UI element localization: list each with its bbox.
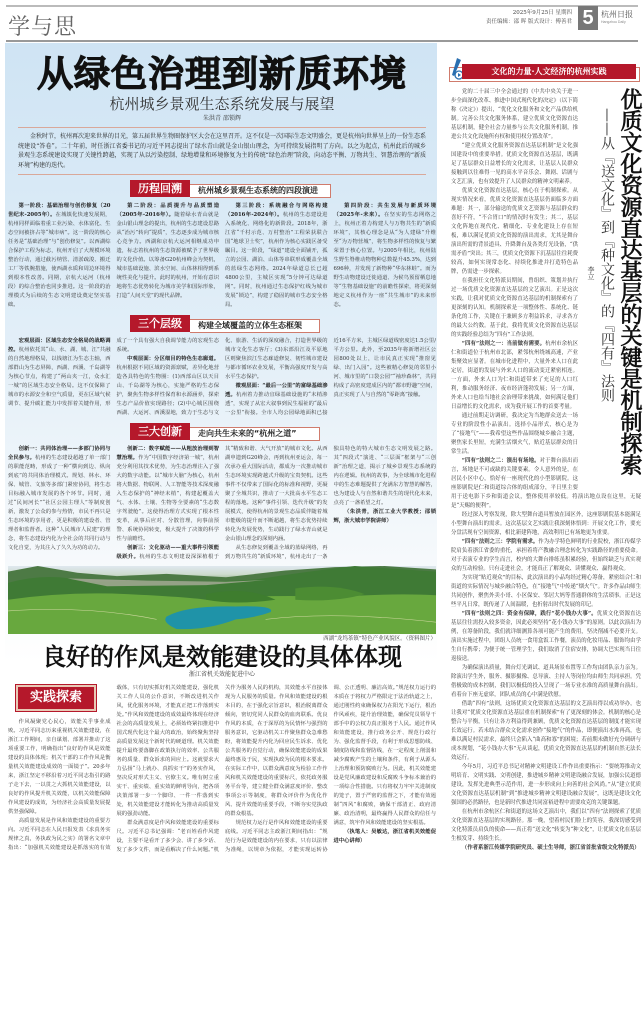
- paragraph-text: 随着绿水青山就是金山银山理念的提出，杭州的生态建设思路从“治污”转向“提质”，生态逐步成为城市核心竞争力。西湖和京杭大运河相继成功申遗，标志着杭州的生态资源被赋予了世界级的文化价值。以筹备G20杭州峰会为契机，城市基础设施、滨水空间、山体林相得到系统性美化与提升。此时的杭州，开始有意识地将生态优势转化为城市美学和国际形象，打造“人间天堂”的现代品牌。: [116, 212, 219, 300]
- article3-title: 优质文化资源直达基层的关键是机制探索: [617, 88, 642, 475]
- paragraph-text: 杭州的生态文明建设深深植根于其“精致和谐、大气开放”的城市文化。从西湖申遗到G20峰会，再到杭州亚运会，每一次承办重大国际活动，都成为一次推动城市生态环境实现跨越式升级的宝贵契机。这些事件不仅带来了国际化的标准和视野，更凝聚了全城共识，推动了一大批高水平生态工程的落地。这种“事件引领、迭代升级”的发展模式，使得杭州的景观生态品质伴随着城市能级的提升而不断超越，将生态优势持续转化为发展优势，生动践行了绿水青山就是金山银山理念的深刻内涵。: [139, 446, 328, 561]
- paragraph: [451, 664, 641, 700]
- banner-label: 构建全域覆盖的立体生态框架: [190, 319, 320, 333]
- paragraph-lead: 第四阶段：共生发展与新质环境（2025年-未来）。: [333, 203, 436, 219]
- paragraph: [225, 202, 328, 310]
- article2-columns: [8, 684, 436, 855]
- paragraph: [451, 844, 641, 853]
- paragraph-text: 党的二十届三中全会通过的《中共中央关于进一步全面深化改革、推进中国式现代化的决定》（以下简称《决定》）提出，“优化文化服务和文化产品供给机制。完善公共文化服务体系，建立优质文化资源直达基层机制，健全社会力量参与公共文化服务机制，推进公共文化设施所有权和使用权分置改革”。: [451, 89, 578, 140]
- paragraph-lead: （朱洪青，浙江工业大学教授；邵锁辉，浙大城市学院讲师）: [333, 509, 436, 525]
- article1-title: 从绿色治理到新质环境: [36, 54, 407, 95]
- paragraph-text: 杭州的生态建设超越了单一部门的职能范畴，形成了一种“横向到边、纵向到底”的共同体治理模式。规划、林水、环保、城管、文旅等多部门紧密协同，将生态目标融入城市发展的各个环节。同时，通过“民间河长”“社区公园主理人”等制度创新，激发了公众的参与热情，市民不再只是生态环境的享用者，更是积极的建设者、管理者和监督者。这种“人民城市人民建”的理念，将生态建设内化为全社会的共同行动与文化自觉，为其注入了久久为功的动力。: [8, 455, 111, 552]
- header-rule: [6, 40, 638, 42]
- paragraph-text: 优质文化资源直达基层往往需投入较多资金，因此必须坚持“花小钱办大事”的原则。以此次演出为例，在筹备阶段，我们就详细测算各项可能产生的费用，坚决削减不必要开支。演出实施过程中，团组人员统一食用盒饭工作餐，演员的化妆用品、服饰均由学生自行携带；为便于统一管理学生，我们取消了住宿安排，协调大巴实现当日往返接送。: [451, 611, 641, 662]
- paragraph-text: 在我担任文化特派员期间，曾组织、策划并执行过一场优质文化资源直达基层的文艺演出。正是这次实践，让我对优质文化资源直达基层的机制探索有了更深刻的认知。机制探索是一项整体性、系统化、链条化的工作，关键在于兼顾多方利益诉求，寻求各方的最大公约数。基于此，我将优质文化资源直达基层的实践经验总结为“四有”工作法则。: [451, 278, 578, 338]
- stage-column: [334, 202, 437, 310]
- paragraph: [451, 763, 641, 808]
- article1-authors: 朱洪青 邵锁辉: [203, 115, 241, 122]
- paragraph: [334, 508, 437, 526]
- levels-columns: [8, 337, 436, 418]
- paragraph-text: 为实现“贴近观众”的目标，此次演出的小品均经过精心筹备，紧密结合仁和街道的实际情况与城乡融合特色，在“接地气”中传递“烟火气”。许多作品由师生共同创作，聚焦外卖小哥、小区保安、邻居大妈等普通群体的生活琐事。正是这些平凡日常，既传递了人间温暖，也折射出时代发展的印记。: [451, 575, 641, 608]
- landscape-illustration: [8, 566, 436, 634]
- banner-label: 杭州城乡景观生态系统的四段演进: [190, 184, 331, 198]
- paragraph-text: 杭州依托其“山、水、湖、城、江”共融的自然地理格局，以钱塘江为生态主轴，西部群山为生态屏障，西湖、西溪、千岛湖等为核心节点，构建了“两山夹一江，众水汇一城”的区域生态安全格局。这不仅保障了城市的水源安全和空气质量，更在区域气候调节、提升碳汇能力中发挥着关键作用，形成了一个具有强大自我调节能力的宏观生态系统。: [8, 338, 219, 408]
- photo-caption: 西湖“龙坞茶镇”特色产业风貌区。（资料图片）: [323, 636, 436, 643]
- paragraph-lead: “四有”法则之二：演出有场地。: [461, 458, 540, 464]
- paragraph-lead: 第一阶段：基础治理与创伤修复（20世纪末-2005年）。: [8, 203, 111, 219]
- paragraph-text: 杭州着力推动宜绿基础设施的“末梢渗透”，实现了从宏大叙事到民生福祉的“最后一公里”衔接。全市人均公园绿地面积已接近16平方米，主城区绿道线密度达1.5公里/平方公里。此外，至2035年将新增社区公园800处以上，让市民真正实现“推窗见绿、出门入园”。这些被精心修复的邻里小河、城市里的“口袋公园”“袖珍森林”，共同构成了高密度建成区内的“都市野趣”空间，真正实现了人与自然的“零距离”接触。: [225, 338, 436, 417]
- issue-meta: [462, 9, 572, 27]
- paragraph-text: 作为“中国数字经济第一城”，杭州充分利用其技术优势，为生态治理注入了强大的数字动能。以“城市大脑”为核心，杭州将大数据、物联网、人工智能等技术深度融入生态保护的“神经末梢”，构建起覆盖大气、水体、土壤、生物等全要素的“生态数字驾驶舱”。这使得治理方式实现了根本性变革，从事后应对、分散管理，向事前预警、系统协同转变，极大提升了决策的科学性与前瞻性。: [116, 455, 219, 543]
- paragraph: [117, 445, 220, 544]
- paragraph: [8, 202, 111, 310]
- innovation-columns: [8, 445, 436, 562]
- paragraph-lead: “四有”法则之一：当前做有需要。: [461, 341, 546, 347]
- logo-en: Hangzhou Daily: [601, 20, 626, 24]
- article1-subtitle: 杭州城乡景观生态系统发展与展望: [109, 95, 335, 113]
- banner-tag: 三个层级: [130, 315, 190, 332]
- paragraph-text: 今年5月，习近平总书记对精神文明建设工作作出重要指示：“要统筹推动文明培育、文明实践、文明创建，推进城乡精神文明建设融合发展，加强公民道德建设，发挥先进典型示范作用，进一步形成向上向善的社会风尚。”从“建立优质文化资源直达基层机制”到“推进城乡精神文明建设融合发展”，这既是建设文化强国的必然路径，也是新时代推进共同富裕进程中需要攻克的关键课题。: [451, 764, 641, 806]
- editors: 责任编辑：邵 晖 版式设计：傅善君: [486, 19, 572, 25]
- paragraph-text: 在杭州市余杭区仁和街道的这场文艺演出中，我们以“四有”法则探索了优质文化资源直达基层的实现路径。那一晚，望着村民们脸上的笑容，我深切感受到文化特派员肩负的使命——真正将“送文化”转变为“种文化”，让优质文化在基层生根发芽、持续生长。: [451, 809, 641, 842]
- landscape-photo: [8, 566, 436, 634]
- paragraph: [451, 808, 641, 844]
- paragraph-text: 通过前期走访调研，我决定为当地群众送去一场专业的阶段性小品演出。选择小品形式，核心是为了“接地气”——我希望这些作品围绕城乡融合主题，聚焦家长里短，充满生活烟火气，贴近基层群众的日常生活。: [451, 413, 578, 455]
- article3-heading: [583, 88, 641, 488]
- stage-column: [117, 202, 220, 310]
- paragraph-text: 在坚实的生态网络之上，杭州正着力构建人与万物共生的“新质环境”，其核心理念是从“为人建绿”升维至“为万物营城”，将生物多样性的恢复与繁荣置于核心位置。与2005年相比，杭州陆生野生脊椎动物物种总数提升45.3%，达到696种，并发现了新物种“华东林蛙”。而为野生动物建设迁徙通道、为候鸟预留栖息地等“生物基础设施”的前瞻性探索，将更深刻地定义杭州作为一座“共生城市”的未来形态。: [333, 212, 436, 309]
- paragraph: [8, 445, 111, 553]
- paragraph-lead: 第三阶段：系统融合与网络构建（2016年-2024年）。: [225, 203, 328, 219]
- logo-text: 杭州日报: [601, 10, 633, 19]
- practice-badge: 实践探索: [16, 685, 96, 711]
- paragraph-text: 规范权力运行是作风和效能建设的重要底线。习近平同志主政浙江期间指出：“规范行为是效能建设的内在要求，只有以法律为准绳，以规章为依据，才能实现运转协调、公正透明、廉洁高效。”规范权力运行的本质在于将权力严格限定于法治轨道之上，通过刚性约束确保权力在阳光下运行，根治作风顽疾，提升治理效能，确保党员领导干部手中的公权力真正服务于人民。通过作风和效能建设，推行政务公开、规范行政行为、强化监督手段，有利于形成思想防线、制度防线和监督防线，在一定程度上削弱和减少腐败产生的土壤和条件，有利于从源头上治理和预防腐败行为。因此，机关效能建设是党风廉政建设和反腐败斗争标本兼治的一项综合性措施。只有将权力牢牢关进制度的笼子，置于严密的监督之下，才能有效遏制“四风”和腐败，确保干部清正、政府清廉、政治清明，最终赢得人民群众的信任与满意，筑牢作风和效能建设的坚实根基。: [225, 685, 436, 854]
- paragraph-text: 作为办学特色鲜明的行业院校，浙江传媒学院肩负着浙江省委的重托，承担着将产教融合理念转化为实践路径的重要使命。对于表演专业的学生而言，校内的大舞台排练虽积累经验，但始终缺乏与真实观众的互动检验。只有走进社会，才能真正了解观众、读懂观众、赢得观众。: [451, 539, 641, 572]
- paragraph-lead: 第二阶段：品质提升与品质塑造（2005年-2016年）。: [116, 203, 219, 219]
- paragraph-text: 群众满意度是作风和效能建设的重要标尺。习近平总书记强调：“老百姓看作风建设，主要不是看开了多少会、讲了多少话、发了多少文件，而是看解决了什么问题。”机关作为服务人民的机构，其效能水平直接体现为人民服务的质量。作风和效能建设的根本目的，在于强化宗旨意识，根治脱离群众倾向，密切党同人民群众的血肉联系。优良作风的本质，在于深厚的为民情怀与强烈的服务意识，它驱动机关工作聚焦群众急难愁盼，将效能提升内化为回应民生诉求、优化公共服务的自觉行动，确保效能建设的成果最终惠及于民，实现执政为民的根本要求。在实际工作中，以群众满意度为检验工作作风和机关效能建设的重要标尺，依托政务服务平台等，建立健全群众满意度评价、整改事项公示等制度，将群众评价作为优化作风、提升效能的重要手段，不断夯实党执政的群众根基。: [116, 685, 328, 854]
- paragraph: [451, 538, 641, 574]
- article3-subtitle: ——从『送文化』到『种文化』的『四有』法则: [599, 108, 615, 402]
- section-banner-1: [130, 180, 331, 197]
- paragraph-lead: 微观层面：“最后一公里”的富绿基础渗透。: [225, 383, 328, 399]
- paragraph-lead: 创新三：文化驱动——重大事件引领能级跃升。: [116, 545, 219, 561]
- column-banner-label: 文化的力量·人文经济的杭州实践: [462, 64, 636, 79]
- paragraph-text: 高质量发展是作风和效能建设的重要方向。习近平同志在人民日报发表《求真务实规律之真，务执政为民之实》的署名文章中指出：“加强机关效能建设是抓落实的有效载体，只有切实抓好机关效能建设，强化机关工作人员的公仆意识，不断改进机关作风，优化服务环境，才能真正把工作落到实处。”作风和效能建设的成效最终体现在经济社会的高质量发展上，必须始终紧扣推进中国式现代化这个最大的政治，始终聚焦坚持高质量发展这个新时代的硬道理。机关效能提升最终要落脚在政策执行的效率、公共服务的质量、群众诉求的回应上。这就要求大力弘扬“马上就办、真抓实干”的务实作风，坚决反对形式主义、官僚主义。唯有树立重实干、重实绩、重实效的鲜明导向，把各项决策部署一步一个脚印、一件一件落到实处，机关效能建设才能转化为推动高质量发展的强劲动能。: [8, 685, 219, 852]
- issue-date: 2025年9月25日 星期四: [512, 10, 572, 16]
- paragraph-text: 杭州根据不同区域的资源禀赋，差异化地营造各具特色的生物圈：(1)西部山区以天目山、千岛湖等为核心，实施严格的生态保护，聚焦生物多样性保育和水源涵养，探索生态产品价值实现路径；(2)中心城区围绕西湖、大运河、西溪湿地，致力于生态与文化、旅游、生活的深度融合，打造世界级的城市文化生态客厅；(3)东部沿江及平原地区则聚焦滨江生态廊道修复、韧性城市建设与都市循环农业发展，平衡高强度开发与高水平生态保护。: [116, 338, 328, 417]
- paragraph-text: 经过深入考察发现，除大型舞台道具暂放在园区外，这座影剧院基本能满足小型舞台演出的需求。这次基层文艺实践让我深刻体悟到：开展文化工作，要充分盘活现有空间资源，相比新建阵地，高效利用已有场地更为重要。: [451, 512, 641, 536]
- banner-tag: 历程回溯: [130, 180, 190, 197]
- stage-column: [225, 202, 328, 310]
- stage-column: [8, 202, 111, 310]
- section-banner-2: [130, 315, 320, 332]
- section-banner-3: [130, 423, 320, 440]
- paragraph-lead: （作者系浙江传媒学院研究员、硕士生导师，浙江省首批省级文化特派员）: [461, 845, 640, 851]
- paragraph-lead: “四有”法则之三：学院有需求。: [461, 539, 539, 545]
- paragraph: [451, 610, 641, 664]
- paragraph: [451, 574, 641, 610]
- paragraph-text: 对于舞台演出而言，场地是不可或缺的关键要素。令人意外的是，在居民小区中心，恰好有一座现代化的小型影剧院。这座影剧院是仁和街道综合体的组成部分，平日里主要用于送电影下乡和街道会议，整体使用率较低。将演出地点设在这里，无疑是“天赐的便利”。: [451, 458, 641, 509]
- paragraph-text: 作风凝聚党心民心，效能关乎事业成败。习近平同志历来重视机关效能建设，在浙江工作期间，亲自谋划、部署并推动了这项重要工作，明确指出“良好的作风是效能建设的具体体现；机关干部的工作作风是衡量机关效能建设成效的一面镜子”。20多年来，浙江坚定不移沿着习近平同志指引的路子走下去，一以贯之大抓机关效能建设，以良好的作风提升机关效能，以机关效能保障作风建设的成效，为经济社会高质量发展提供坚强保障。: [8, 719, 111, 816]
- paragraph-lead: （执笔人：吴敏达，浙江省机关效能促进中心讲师）: [333, 829, 436, 845]
- paragraph: [334, 202, 437, 310]
- page-number: 5: [578, 6, 598, 30]
- paragraph: [451, 700, 641, 763]
- column-banner: [447, 64, 640, 82]
- paragraph-text: 杭州的生态建设进入系统化、网络化的新阶段。2018年，浙江省“千村示范、万村整治”工程荣获联合国“地球卫士奖”，杭州作为核心实践区备受瞩目。这一阶段，“绿道”建设全面铺开，孤立的公园、湖泊、山体等串联形成覆盖全域的蓝绿生态网络。2024年绿道总长已超4800公里，主城区实现“5分钟可达绿道网”。同时，杭州通过生态保护红线为城市发展“锁边”，构建了稳固的城市生态安全格局。: [225, 212, 328, 309]
- paragraph-lead: 创新二：数字赋能——从粗放治理到智慧治理。: [116, 446, 219, 462]
- paragraph-text: 借助“四有”法则，这场优质文化资源直达基层的文艺演出得以成功举办，也让我对“优质文化资源直达基层重在机制探索”有了更深刻的体会。机制的核心是整合与平衡，只有让各方利益得到兼顾，优质文化资源直达基层的制度才能实现长效运行。若未结合群众文化需求创作“接地气”的作品，即便演出水准再高，也难以满足村民需求，最终只会陷入“曲高和寡”的困境；若前期未做好充分调研与成本规划，“花小钱办大事”无从谈起，优质文化资源直达基层的机制自然无法长效运行。: [451, 701, 641, 761]
- paragraph-text: 优质文化资源直达基层，核心在于机制探索。从现实情况来看，优质文化资源直达基层仍面临多方面难题：其一，部分输送的优质文艺资源与基层群众的喜好不符，“不合胃口”的情况时有发生；其二，基层文化阵地在现代化、精细化、专业化建设上存在短板，难以满足优质文化资源的演出需求，尤其是舞台演出所需的背景道具、升降舞台及各类灯光设备，“供需矛盾”突出；其三，优质文化资源下沉基层往往耗费较高，如何实现常态化、持续化推进并打造特色品牌，仍需进一步探索。: [451, 188, 578, 275]
- paragraph: [8, 718, 111, 817]
- paragraph-text: 在城镇化快速发展期，杭州同样面临着重工业污染、水体富化、生态空间被挤占等“城市病”。这一阶段的核心任务是“基础治理”与“创伤修复”。以西湖综合保护工程为标志，杭州开启了大规模环境整治行动，通过截污纳管、清淤疏浚、搬迁工厂等铁腕措施，使西湖水质和周边环境得到根本性改善。同期，京杭大运河（杭州段）的综合整治也同步推进。这一阶段的治理模式为后续的生态文明建设奠定坚实基础。: [8, 212, 111, 309]
- article3-author: 李立: [587, 266, 595, 280]
- paragraph-lead: “四有”法则之四：资金有保障，践行“花小钱办大事”。: [461, 611, 597, 617]
- paragraph: [451, 511, 641, 538]
- banner-label: 走向共生未来的“杭州之道”: [190, 427, 320, 441]
- article2-subtitle: 浙江省机关效能促进中心: [188, 671, 255, 679]
- paragraph-text: 杭州市余杭区仁和街道位于杭州市北部，紧邻杭州绕城高速，产业集聚效应显著。在城市化进程中，大量外来人口在此定居，街道的发展与外来人口的流动变迁紧密相连。一方面，外来人口为仁和街道带来了充足的人口红利，推动服务经济、夜市经济蓬勃发展；另一方面，外来人口也给当地社会治理带来挑战，如何满足他们日益增长的文化需求，成为我开展工作的首要考量。: [451, 341, 578, 410]
- banner-tag: 三大创新: [130, 423, 190, 440]
- top-rule: [6, 5, 638, 7]
- paragraph-text: “建立优质文化服务资源直达基层机制”是文化强国建设中的重要举措。优质文化资源直达基层，既满足了基层群众日益增长的文化需求，让基层人民群众接触到以往难得一见的高水平音乐会、舞剧、话剧与文艺汇演，也有效提升了人民群众的精神文明素养。: [451, 143, 578, 185]
- paragraph-text: 从生态修复到覆盖全域的蓝绿网络，再到万物共生的“新质环境”，杭州走出了一条独具特色的特大城市生态文明发展之路。其“四段式”演进、“三层面”框架与“三创新”治理之道，揭示了城乡景观生态系统的内在逻辑。杭州的故事，为全球城市化进程中的生态难题提供了充满东方智慧的解答，也为建设人与自然和谐共生的现代化未来，点亮了一盏希望之灯。: [225, 446, 436, 561]
- paragraph-lead: 创新一：共同体治理——多部门协同与全民参与。: [8, 446, 111, 462]
- newspaper-logo: [601, 9, 633, 24]
- stage-columns: [8, 202, 436, 310]
- paragraph-text: 为确保演出质量，舞台灯光调试、道具场景布置等工作均由团队亲力亲为。除演出学生外，服务、摄影摄像、总导演、主持人等岗位均由师生共同承担。凭借极致的成本控制，我们以极低的投入呈现了一场专业水准的高质量舞台演出。看着台下座无虚席，团队成员的心中满是欣慰。: [451, 665, 641, 698]
- article2-title: 良好的作风是效能建设的具体体现: [42, 643, 402, 672]
- paragraph-lead: 中观层面：分区细目的特色生态廊道。: [127, 356, 219, 363]
- paragraph: [117, 202, 220, 301]
- paragraph: [334, 828, 437, 846]
- paragraph-lead: 宏观层面：区域生态安全格局的战略调控。: [8, 338, 111, 354]
- left-column: [8, 43, 436, 855]
- article3-body: [451, 88, 641, 853]
- article1-intro: 金秋时节，杭州再次迎来世界的目光，第五届世界生物圈保护区大会在这里召开。这不仅是一次国际生态文明盛会，更是杭州向世界呈上的一份生态系统建设“答卷”。二十年前，时任浙江省委书记的习近平同志提出了绿水青山就是金山银山理念，为可持续发展指明了方向。以之为起点，杭州此后的城乡景观生态系统建设实现了关键性跨越，实现了从以污染控制、绿地增量和环境修复为主的传统“绿色治理”阶段，向动态平衡、万物共生、智慧治理的“新质环境”构建的迭代。: [18, 127, 426, 175]
- section-name: 学与思: [8, 15, 78, 40]
